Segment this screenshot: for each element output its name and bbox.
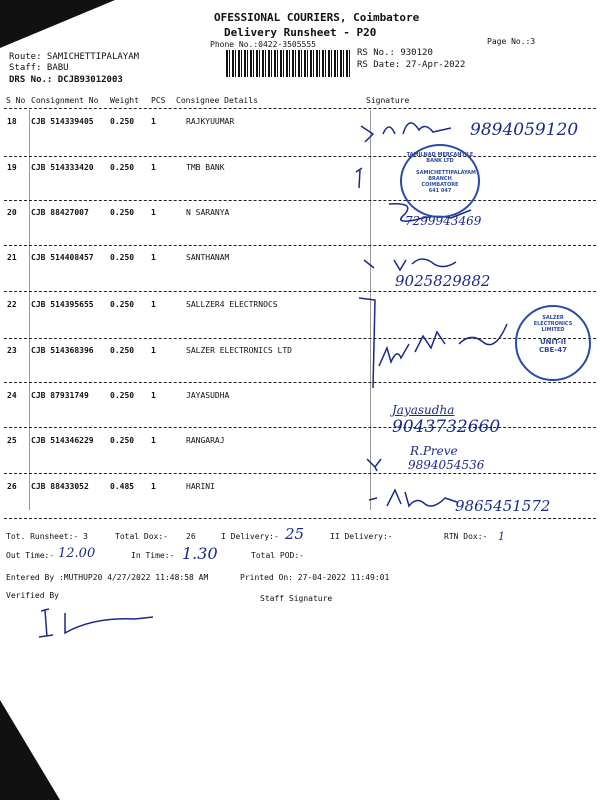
- company-title: OFESSIONAL COURIERS, Coimbatore: [214, 11, 420, 24]
- in-time-value: 1.30: [182, 544, 218, 563]
- total-runsheet: Tot. Runsheet:- 3: [6, 532, 88, 541]
- col-sno: S No: [6, 96, 26, 105]
- table-row: [0, 391, 600, 405]
- salzer-stamp: [515, 305, 591, 381]
- signature-name-24: Jayasudha: [392, 403, 455, 417]
- tick-mark-25: [365, 455, 385, 473]
- staff-signature-label: Staff Signature: [260, 594, 333, 603]
- row-pcs: 1: [151, 436, 156, 445]
- row-weight: 0.250: [110, 163, 135, 172]
- row-consignment: CJB 514346229: [31, 436, 94, 445]
- in-time-label: In Time:-: [131, 551, 175, 560]
- signature-name-25: R.Preve: [410, 444, 458, 458]
- signature-phone-18: 9894059120: [470, 120, 579, 140]
- drs-number: DRS No.: DCJB93012003: [9, 75, 123, 85]
- entered-by: Entered By :MUTHUP20 4/27/2022 11:48:58 AM: [6, 573, 209, 582]
- row-sno: 19: [7, 163, 17, 172]
- row-pcs: 1: [151, 163, 156, 172]
- row-weight: 0.250: [110, 391, 135, 400]
- row-sno: 23: [7, 346, 17, 355]
- row-pcs: 1: [151, 117, 156, 126]
- phone-number: Phone No.:0422-3505555: [210, 40, 316, 49]
- total-pod-label: Total POD:-: [251, 551, 304, 560]
- row-divider: [4, 291, 596, 292]
- page-number: Page No.:3: [487, 37, 536, 46]
- row-pcs: 1: [151, 391, 156, 400]
- signature-phone-24: 9043732660: [392, 417, 501, 437]
- col-signature: Signature: [366, 96, 410, 105]
- row-consignment: CJB 514368396: [31, 346, 94, 355]
- row-consignee: RANGARAJ: [186, 436, 225, 445]
- salzer-stamp-inner: UNIT-II CBE-47: [539, 338, 567, 354]
- row-consignee: SALLZER4 ELECTRNOCS: [186, 300, 278, 309]
- rs-date: RS Date: 27-Apr-2022: [357, 60, 466, 70]
- document-title: Delivery Runsheet - P20: [224, 26, 377, 39]
- row-consignee: HARINI: [186, 482, 215, 491]
- row-divider: [4, 200, 596, 201]
- row-consignment: CJB 87931749: [31, 391, 89, 400]
- table-row: [0, 482, 600, 496]
- row-pcs: 1: [151, 300, 156, 309]
- table-row: [0, 208, 600, 222]
- row-weight: 0.250: [110, 208, 135, 217]
- row-weight: 0.250: [110, 346, 135, 355]
- bank-stamp-outer: TAMILNAD MERCANTILE BANK LTD: [406, 152, 474, 164]
- row-divider: [4, 427, 596, 428]
- col-consignee: Consignee Details: [176, 96, 258, 105]
- row-consignment: CJB 514339405: [31, 117, 94, 126]
- out-time-label: Out Time:-: [6, 551, 55, 560]
- signature-phone-20: 7299943469: [405, 214, 482, 228]
- table-row: [0, 436, 600, 450]
- row-consignment: CJB 514395655: [31, 300, 94, 309]
- row-consignment: CJB 88433052: [31, 482, 89, 491]
- row-weight: 0.250: [110, 117, 135, 126]
- row-weight: 0.250: [110, 436, 135, 445]
- route: Route: SAMICHETTIPALAYAM: [9, 52, 140, 62]
- row-sno: 20: [7, 208, 17, 217]
- staff: Staff: BABU: [9, 63, 69, 73]
- signature-phone-25: 9894054536: [408, 458, 485, 472]
- row-sno: 25: [7, 436, 17, 445]
- col-pcs: PCS: [151, 96, 166, 105]
- row-consignee: N SARANYA: [186, 208, 230, 217]
- signature-phone-26: 9865451572: [455, 497, 551, 515]
- i-delivery-value: 25: [285, 525, 305, 543]
- row-weight: 0.250: [110, 253, 135, 262]
- row-consignee: SALZER ELECTRONICS LTD: [186, 346, 292, 355]
- row-consignment: CJB 88427007: [31, 208, 89, 217]
- table-row: [0, 163, 600, 177]
- scan-corner-top-left: [0, 0, 115, 48]
- table-row: [0, 300, 600, 314]
- row-consignee: TMB BANK: [186, 163, 225, 172]
- row-consignee: JAYASUDHA: [186, 391, 230, 400]
- row-pcs: 1: [151, 482, 156, 491]
- col-weight: Weight: [110, 96, 139, 105]
- signature-scribble-22-23: [375, 318, 525, 373]
- row-divider: [4, 382, 596, 383]
- i-delivery-label: I Delivery:-: [221, 532, 279, 541]
- row-weight: 0.485: [110, 482, 135, 491]
- barcode: [226, 50, 351, 77]
- ii-delivery-label: II Delivery:-: [330, 532, 393, 541]
- verifier-signature: [35, 603, 165, 645]
- row-sno: 18: [7, 117, 17, 126]
- rtn-dox-value: 1: [498, 530, 505, 543]
- row-consignee: SANTHANAM: [186, 253, 230, 262]
- out-time-value: 12.00: [58, 546, 96, 561]
- rtn-dox-label: RTN Dox:-: [444, 532, 488, 541]
- row-divider: [4, 518, 596, 519]
- rs-number: RS No.: 930120: [357, 48, 433, 58]
- row-sno: 22: [7, 300, 17, 309]
- total-dox-label: Total Dox:-: [115, 532, 168, 541]
- row-sno: 26: [7, 482, 17, 491]
- row-consignment: CJB 514408457: [31, 253, 94, 262]
- total-dox-value: 26: [186, 532, 196, 541]
- printed-on: Printed On: 27-04-2022 11:49:01: [240, 573, 390, 582]
- verified-by-label: Verified By: [6, 591, 59, 600]
- tick-mark-19: [350, 162, 370, 192]
- table-row: [0, 253, 600, 267]
- bank-stamp-inner: SAMICHETTIPALAYAM BRANCH COIMBATORE 641 047: [416, 170, 477, 194]
- row-divider: [4, 473, 596, 474]
- row-divider: [4, 245, 596, 246]
- row-consignment: CJB 514333420: [31, 163, 94, 172]
- col-consignment: Consignment No: [31, 96, 99, 105]
- salzer-stamp-outer: SALZER ELECTRONICS LIMITED: [533, 315, 573, 333]
- row-consignee: RAJKYUUMAR: [186, 117, 235, 126]
- signature-scribble-26: [365, 486, 465, 512]
- signature-phone-21: 9025829882: [395, 272, 491, 290]
- row-pcs: 1: [151, 208, 156, 217]
- row-sno: 24: [7, 391, 17, 400]
- row-pcs: 1: [151, 253, 156, 262]
- header-divider: [4, 108, 596, 109]
- row-divider: [4, 156, 596, 157]
- row-weight: 0.250: [110, 300, 135, 309]
- scan-corner-bottom-left: [0, 700, 60, 800]
- row-sno: 21: [7, 253, 17, 262]
- bank-stamp: [400, 144, 480, 218]
- row-pcs: 1: [151, 346, 156, 355]
